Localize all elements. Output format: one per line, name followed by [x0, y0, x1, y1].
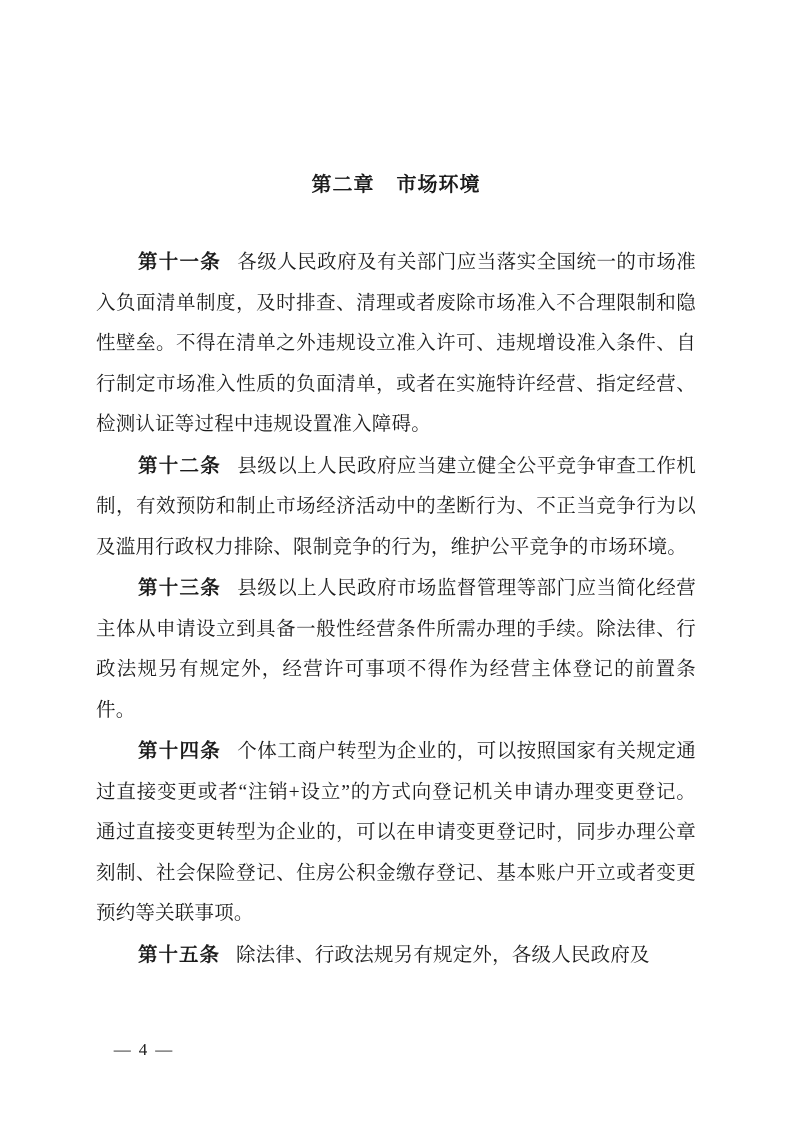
- chapter-heading: [96, 168, 696, 197]
- article-paragraph: [96, 936, 696, 977]
- chapter-number: 第二章: [311, 174, 375, 196]
- article-paragraph: [96, 569, 696, 731]
- page-footer: [0, 1040, 793, 1060]
- footer-left-dash: —: [113, 1040, 133, 1059]
- chapter-title-text: 市场环境: [396, 174, 481, 196]
- article-text: 县级以上人民政府市场监督管理等部门应当简化经营主体从申请设立到具备一般性经营条件所需办理的手续。除法律、行政法规另有规定外，经营许可事项不得作为经营主体登记的前置条件。: [96, 578, 696, 721]
- article-paragraph: [96, 732, 696, 935]
- article-number: 第十五条: [138, 944, 221, 966]
- article-number: 第十四条: [138, 741, 222, 762]
- article-paragraph: [96, 243, 696, 446]
- article-number: 第十三条: [138, 578, 222, 599]
- article-text: 个体工商户转型为企业的，可以按照国家有关规定通过直接变更或者“注销+设立”的方式向登记机关申请办理变更登记。通过直接变更转型为企业的，可以在申请变更登记时，同步办理公章刻制、社会保险登记、住房公积金缴存登记、基本账户开立或者变更预约等关联事项。: [96, 741, 696, 924]
- article-text: 各级人民政府及有关部门应当落实全国统一的市场准入负面清单制度，及时排查、清理或者废除市场准入不合理限制和隐性壁垒。不得在清单之外违规设立准入许可、违规增设准入条件、自行制定市场准入性质的负面清单，或者在实施特许经营、指定经营、检测认证等过程中违规设置准入障碍。: [96, 252, 696, 435]
- footer-right-dash: —: [155, 1040, 175, 1059]
- article-paragraph: [96, 447, 696, 569]
- article-text: 县级以上人民政府应当建立健全公平竞争审查工作机制，有效预防和制止市场经济活动中的垄断行为、不正当竞争行为以及滥用行政权力排除、限制竞争的行为，维护公平竞争的市场环境。: [96, 455, 696, 558]
- page-footer-inner: [114, 1040, 175, 1060]
- article-text: 除法律、行政法规另有规定外，各级人民政府及: [236, 944, 650, 966]
- article-number: 第十一条: [138, 252, 222, 273]
- page-number: 4: [138, 1040, 150, 1059]
- article-number: 第十二条: [138, 455, 222, 477]
- page-content: [96, 168, 696, 977]
